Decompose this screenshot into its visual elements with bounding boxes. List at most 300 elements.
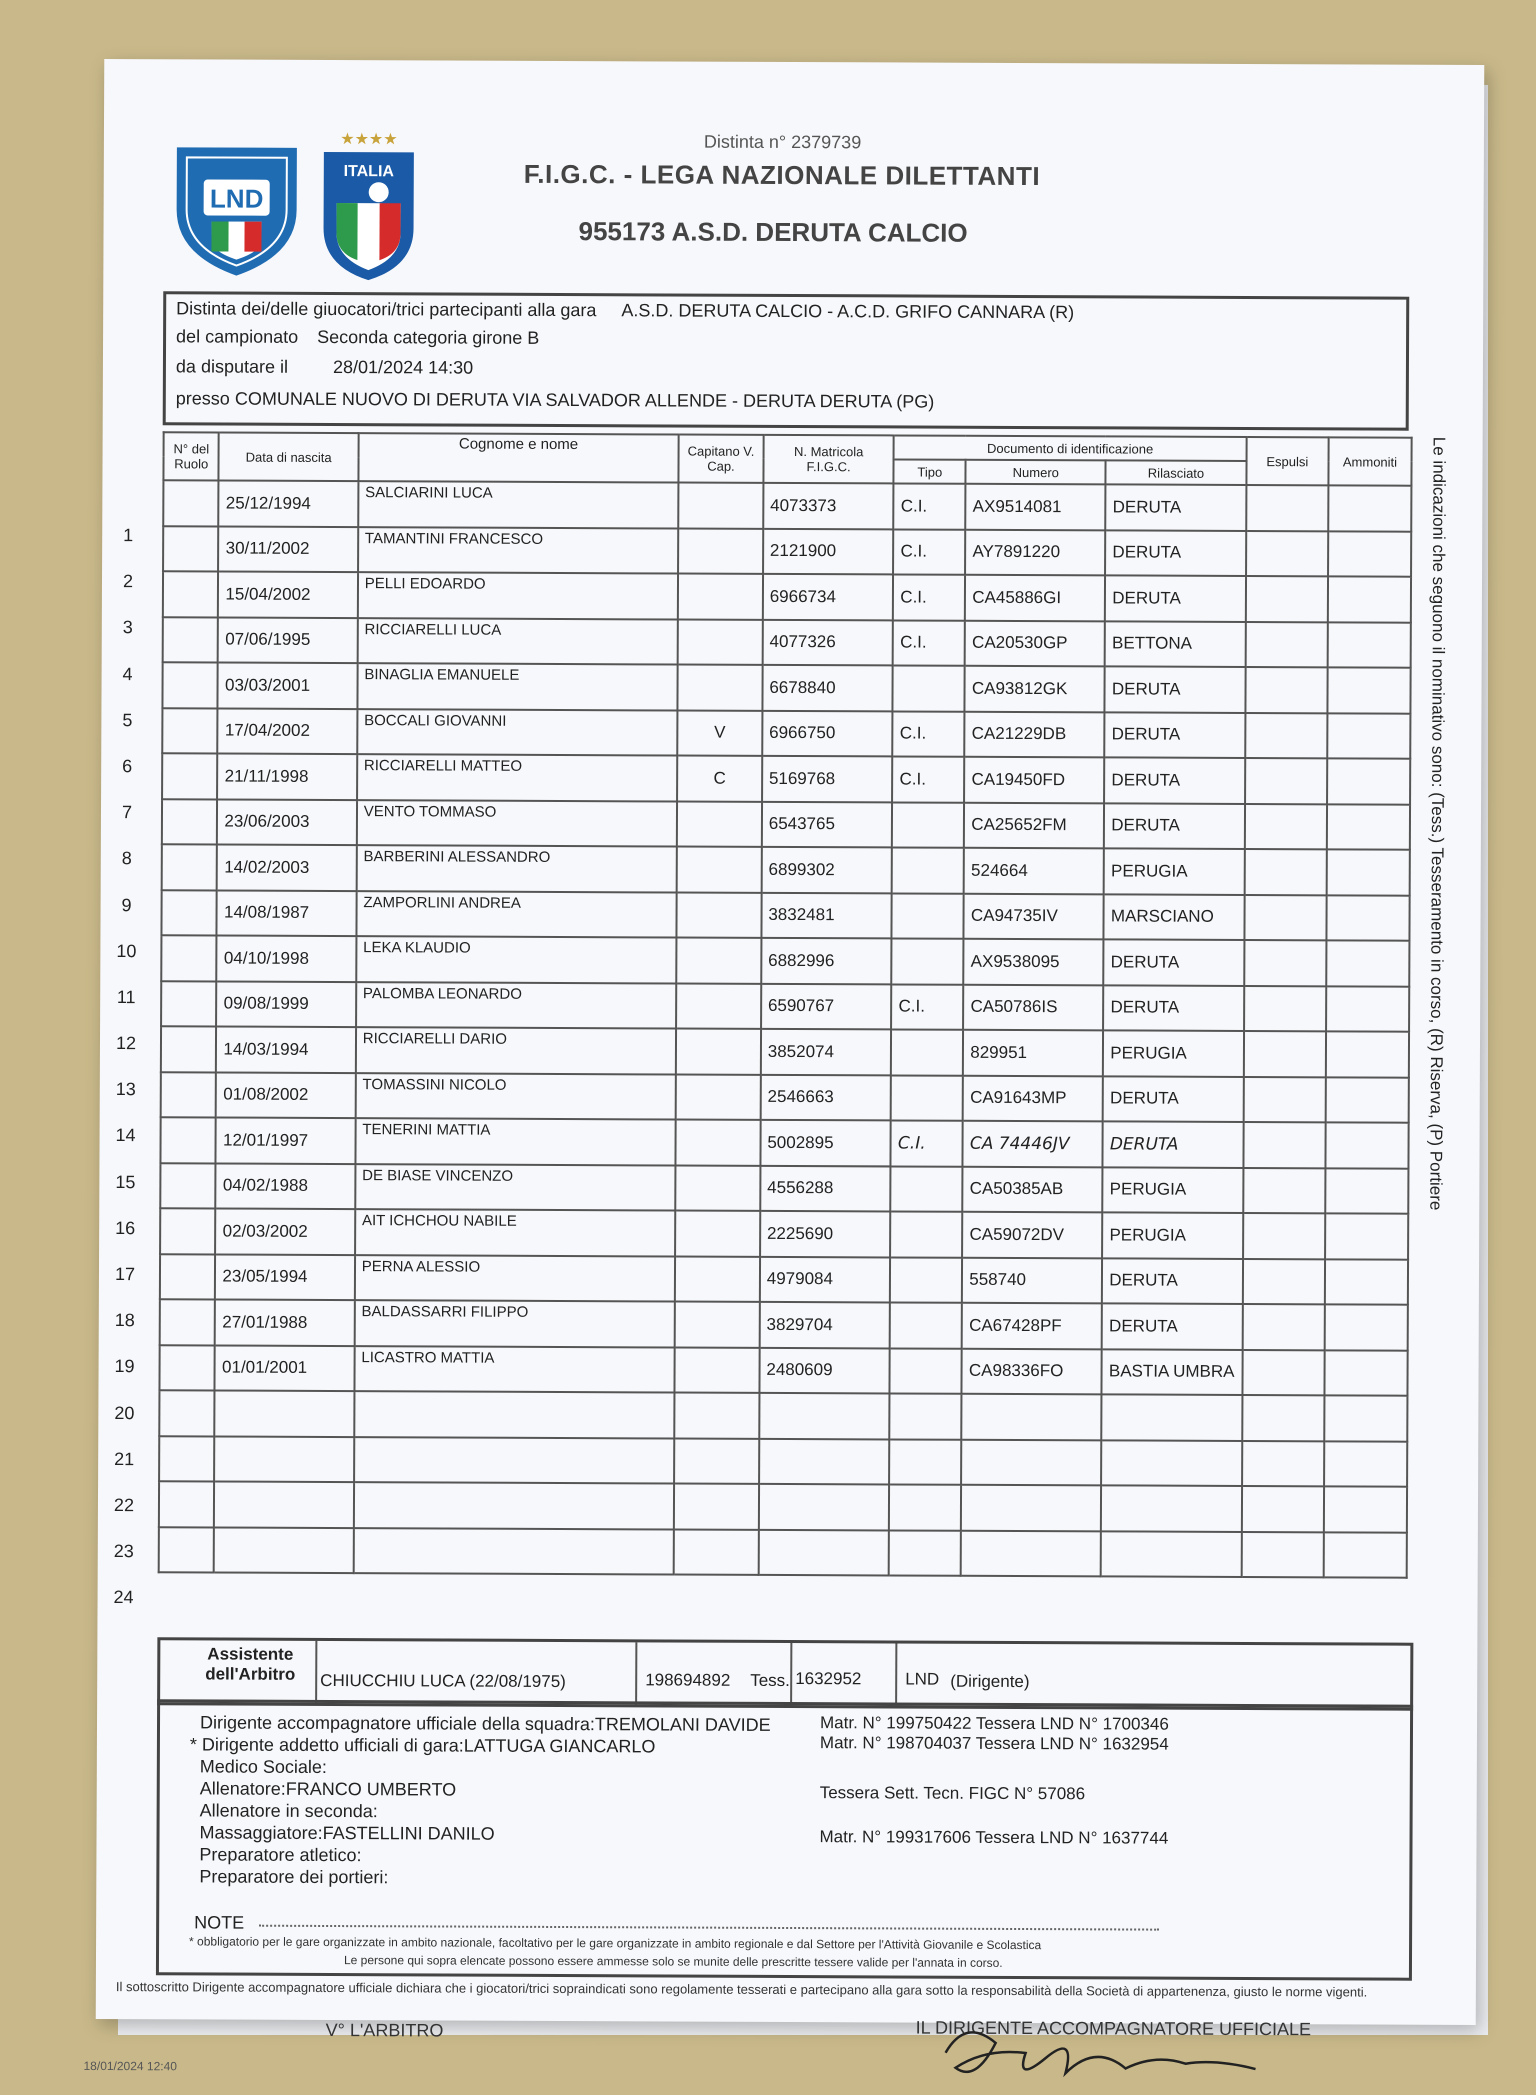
staff-r2: Matr. N° 198704037 Tessera LND N° 1632954 bbox=[819, 1733, 1169, 1754]
cell-ruolo bbox=[160, 1254, 216, 1300]
cell-data-nascita: 15/04/2002 bbox=[218, 572, 357, 618]
cell-cognome-nome: DE BIASE VINCENZO bbox=[355, 1164, 676, 1211]
cell-capitano bbox=[676, 938, 761, 984]
row-number-column bbox=[93, 512, 158, 1621]
cell-numero: CA20530GP bbox=[965, 620, 1105, 666]
cell-rilasciato: DERUTA bbox=[1104, 757, 1245, 803]
cell-espulsi bbox=[1246, 530, 1328, 576]
cell-tipo bbox=[889, 1439, 961, 1485]
cell-tipo bbox=[890, 1257, 962, 1303]
table-row bbox=[159, 1345, 1407, 1396]
cell-cognome-nome: PERNA ALESSIO bbox=[355, 1255, 676, 1302]
cell-ammoniti bbox=[1326, 986, 1409, 1032]
cell-ammoniti bbox=[1328, 576, 1411, 622]
cell-tipo bbox=[891, 1029, 963, 1075]
cell-tipo bbox=[890, 1348, 962, 1394]
assistente-nome: CHIUCCHIU LUCA (22/08/1975) bbox=[320, 1670, 566, 1692]
cell-ruolo bbox=[163, 617, 219, 663]
cell-espulsi bbox=[1242, 1395, 1324, 1441]
cell-matricola bbox=[759, 1484, 890, 1530]
cell-data-nascita: 04/10/1998 bbox=[217, 935, 356, 981]
cell-cognome-nome: LEKA KLAUDIO bbox=[356, 936, 677, 983]
cell-ruolo bbox=[160, 1208, 216, 1254]
cell-capitano bbox=[675, 1211, 760, 1257]
gara-value: A.S.D. DERUTA CALCIO - A.C.D. GRIFO CANNARA (R) bbox=[621, 300, 1075, 323]
data-line bbox=[176, 356, 473, 378]
side-note-container bbox=[1415, 437, 1460, 1637]
cell-numero: CA98336FO bbox=[962, 1348, 1102, 1394]
cell-cognome-nome: RICCIARELLI DARIO bbox=[356, 1027, 677, 1074]
cell-tipo bbox=[890, 1211, 962, 1257]
cell-espulsi bbox=[1242, 1486, 1324, 1532]
table-row bbox=[161, 981, 1409, 1032]
staff-allenatore: Allenatore:FRANCO UMBERTO bbox=[199, 1778, 457, 1800]
cell-ammoniti bbox=[1325, 1122, 1408, 1168]
cell-tipo bbox=[893, 665, 965, 711]
cell-ammoniti bbox=[1327, 849, 1410, 895]
header-data-nascita: Data di nascita bbox=[219, 433, 358, 482]
table-row bbox=[161, 890, 1409, 941]
cell-espulsi bbox=[1245, 667, 1327, 713]
cell-ammoniti bbox=[1327, 713, 1410, 759]
cell-capitano bbox=[677, 847, 762, 893]
cell-ammoniti bbox=[1325, 1213, 1408, 1259]
club-title: 955173 A.S.D. DERUTA CALCIO bbox=[578, 216, 968, 248]
cell-data-nascita: 23/05/1994 bbox=[215, 1254, 354, 1300]
table-row bbox=[162, 844, 1410, 895]
cell-cognome-nome: VENTO TOMMASO bbox=[357, 800, 678, 847]
cell-tipo: C.I. bbox=[893, 529, 965, 575]
cell-data-nascita: 25/12/1994 bbox=[219, 481, 358, 527]
cell-matricola: 6899302 bbox=[761, 847, 892, 893]
row-number: 12 bbox=[115, 1033, 137, 1054]
cell-tipo: C.I. bbox=[892, 756, 964, 802]
cell-cognome-nome: BALDASSARRI FILIPPO bbox=[354, 1300, 675, 1347]
cell-data-nascita: 14/03/1994 bbox=[216, 1026, 355, 1072]
cell-data-nascita: 12/01/1997 bbox=[216, 1117, 355, 1163]
cell-numero: AX9538095 bbox=[964, 939, 1104, 985]
cell-ruolo bbox=[161, 981, 217, 1027]
campionato-label: del campionato bbox=[176, 326, 299, 347]
cell-numero: CA25652FM bbox=[964, 802, 1104, 848]
cell-matricola: 2225690 bbox=[760, 1211, 891, 1257]
cell-tipo: C.I. bbox=[894, 483, 966, 529]
row-number: 20 bbox=[114, 1402, 135, 1423]
cell-numero: CA94735IV bbox=[964, 893, 1104, 939]
staff-allenatore2: Allenatore in seconda: bbox=[199, 1800, 378, 1822]
row-number: 8 bbox=[121, 848, 132, 869]
cell-matricola: 6882996 bbox=[761, 938, 892, 984]
cell-tipo: C.I. bbox=[893, 620, 965, 666]
row-number: 19 bbox=[114, 1356, 135, 1377]
cell-rilasciato: DERUTA bbox=[1103, 985, 1244, 1031]
header-tipo: Tipo bbox=[894, 459, 966, 483]
cell-ammoniti bbox=[1325, 1168, 1408, 1214]
cell-rilasciato bbox=[1102, 1394, 1243, 1440]
cell-numero bbox=[962, 1394, 1102, 1440]
header-espulsi: Espulsi bbox=[1246, 437, 1328, 485]
staff-preparatore: Preparatore atletico: bbox=[199, 1844, 362, 1866]
row-number: 23 bbox=[113, 1541, 134, 1562]
cell-ammoniti bbox=[1327, 758, 1410, 804]
cell-tipo bbox=[889, 1530, 961, 1576]
cell-cognome-nome: SALCIARINI LUCA bbox=[358, 481, 679, 528]
lnd-logo-text: LND bbox=[209, 183, 264, 214]
cell-ammoniti bbox=[1326, 895, 1409, 941]
cell-numero bbox=[961, 1439, 1101, 1485]
data-label: da disputare il bbox=[175, 356, 289, 377]
assistente-rilasciato: LND bbox=[905, 1669, 940, 1689]
cell-espulsi bbox=[1243, 1167, 1325, 1213]
row-number: 6 bbox=[122, 756, 133, 777]
cell-tipo: C.I. bbox=[893, 574, 965, 620]
cell-matricola: 5002895 bbox=[760, 1120, 891, 1166]
cell-matricola: 4077326 bbox=[762, 619, 893, 665]
cell-cognome-nome: PELLI EDOARDO bbox=[358, 572, 679, 619]
staff-massaggiatore: Massaggiatore:FASTELLINI DANILO bbox=[199, 1822, 495, 1844]
header-matricola: N. Matricola F.I.G.C. bbox=[763, 435, 894, 484]
cell-rilasciato: PERUGIA bbox=[1103, 1167, 1244, 1213]
cell-espulsi bbox=[1244, 985, 1326, 1031]
row-number: 18 bbox=[114, 1310, 135, 1331]
cell-cognome-nome bbox=[353, 1528, 674, 1575]
cell-numero: CA19450FD bbox=[964, 757, 1104, 803]
cell-ammoniti bbox=[1328, 485, 1411, 531]
cell-espulsi bbox=[1241, 1531, 1323, 1577]
cell-espulsi bbox=[1244, 894, 1326, 940]
assistente-matricola: 198694892 bbox=[645, 1670, 731, 1690]
header-capitano: Capitano V. Cap. bbox=[679, 435, 764, 483]
cell-data-nascita: 14/02/2003 bbox=[217, 844, 356, 890]
cell-data-nascita: 30/11/2002 bbox=[219, 526, 358, 572]
cell-numero: CA59072DV bbox=[962, 1212, 1102, 1258]
cell-matricola bbox=[759, 1393, 890, 1439]
cell-cognome-nome bbox=[354, 1391, 675, 1438]
note-label: NOTE bbox=[194, 1912, 245, 1933]
figc-italia-logo-icon bbox=[318, 128, 419, 283]
cell-data-nascita: 21/11/1998 bbox=[218, 754, 357, 800]
cell-rilasciato bbox=[1101, 1440, 1242, 1486]
cell-capitano bbox=[675, 1256, 760, 1302]
cell-rilasciato: DERUTA bbox=[1105, 530, 1246, 576]
cell-capitano bbox=[678, 528, 763, 574]
cell-espulsi bbox=[1245, 758, 1327, 804]
table-row bbox=[162, 662, 1410, 713]
cell-ammoniti bbox=[1324, 1395, 1407, 1441]
table-row bbox=[159, 1481, 1407, 1532]
cell-matricola: 4073373 bbox=[763, 483, 894, 529]
cell-ruolo bbox=[159, 1481, 215, 1527]
assistente-divider bbox=[315, 1641, 317, 1703]
table-row bbox=[163, 571, 1411, 622]
cell-espulsi bbox=[1244, 849, 1326, 895]
cell-rilasciato: PERUGIA bbox=[1103, 1030, 1244, 1076]
cell-data-nascita bbox=[214, 1527, 353, 1573]
row-number: 21 bbox=[114, 1448, 135, 1469]
cell-ammoniti bbox=[1328, 622, 1411, 668]
signature-icon bbox=[925, 2013, 1305, 2095]
cell-ruolo bbox=[162, 799, 218, 845]
cell-cognome-nome: BARBERINI ALESSANDRO bbox=[356, 845, 677, 892]
cell-tipo: C.I. bbox=[891, 1120, 963, 1166]
cell-rilasciato: DERUTA bbox=[1105, 666, 1246, 712]
cell-numero: CA21229DB bbox=[965, 711, 1105, 757]
cell-data-nascita bbox=[215, 1390, 354, 1436]
cell-data-nascita: 03/03/2001 bbox=[218, 663, 357, 709]
cell-data-nascita bbox=[214, 1481, 353, 1527]
dirigente-label: IL DIRIGENTE ACCOMPAGNATORE UFFICIALE bbox=[915, 2017, 1312, 2040]
cell-capitano bbox=[678, 619, 763, 665]
cell-rilasciato: MARSCIANO bbox=[1104, 894, 1245, 940]
cell-matricola: 4556288 bbox=[760, 1165, 891, 1211]
data-value: 28/01/2024 14:30 bbox=[332, 356, 474, 378]
cell-numero bbox=[961, 1485, 1101, 1531]
cell-ruolo bbox=[163, 571, 219, 617]
cell-data-nascita: 01/08/2002 bbox=[216, 1072, 355, 1118]
cell-capitano bbox=[675, 1302, 760, 1348]
assistente-label: Assistente dell'Arbitro bbox=[205, 1644, 296, 1684]
table-row bbox=[160, 1254, 1408, 1305]
cell-espulsi bbox=[1243, 1122, 1325, 1168]
assistente-tipo: Tess. bbox=[750, 1670, 790, 1691]
cell-ruolo bbox=[160, 1163, 216, 1209]
cell-capitano bbox=[678, 665, 763, 711]
header-rilasciato: Rilasciato bbox=[1106, 460, 1247, 485]
cell-matricola: 4979084 bbox=[760, 1256, 891, 1302]
table-row bbox=[160, 1208, 1408, 1259]
cell-rilasciato: PERUGIA bbox=[1102, 1212, 1243, 1258]
cell-numero: AY7891220 bbox=[965, 529, 1105, 575]
row-number: 2 bbox=[122, 571, 134, 592]
cell-capitano bbox=[674, 1483, 759, 1529]
cell-tipo: C.I. bbox=[893, 711, 965, 757]
cell-espulsi bbox=[1242, 1304, 1324, 1350]
table-row bbox=[159, 1390, 1407, 1441]
table-row bbox=[160, 1117, 1408, 1168]
cell-ruolo bbox=[159, 1436, 215, 1482]
cell-espulsi bbox=[1246, 485, 1328, 531]
cell-data-nascita bbox=[215, 1436, 354, 1482]
cell-matricola: 2121900 bbox=[763, 528, 894, 574]
match-info-box bbox=[163, 291, 1410, 430]
cell-espulsi bbox=[1246, 576, 1328, 622]
cell-espulsi bbox=[1243, 1076, 1325, 1122]
cell-tipo bbox=[889, 1484, 961, 1530]
cell-ruolo bbox=[161, 935, 217, 981]
cell-capitano: C bbox=[677, 756, 762, 802]
cell-ammoniti bbox=[1327, 804, 1410, 850]
cell-rilasciato: DERUTA bbox=[1104, 803, 1245, 849]
cell-matricola: 6966734 bbox=[763, 574, 894, 620]
cell-ruolo bbox=[163, 480, 219, 526]
cell-matricola bbox=[759, 1438, 890, 1484]
cell-cognome-nome: PALOMBA LEONARDO bbox=[356, 982, 677, 1029]
cell-matricola: 6543765 bbox=[762, 801, 893, 847]
cell-data-nascita: 27/01/1988 bbox=[215, 1299, 354, 1345]
assistente-divider-2 bbox=[635, 1642, 637, 1704]
cell-rilasciato: BETTONA bbox=[1105, 621, 1246, 667]
cell-ruolo bbox=[161, 890, 217, 936]
cell-espulsi bbox=[1245, 803, 1327, 849]
assistente-divider-4 bbox=[895, 1643, 897, 1705]
cell-numero bbox=[961, 1530, 1101, 1576]
cell-cognome-nome: RICCIARELLI LUCA bbox=[357, 618, 678, 665]
cell-data-nascita: 04/02/1988 bbox=[216, 1163, 355, 1209]
cell-numero: 558740 bbox=[962, 1257, 1102, 1303]
cell-rilasciato bbox=[1101, 1485, 1242, 1531]
table-row bbox=[160, 1163, 1408, 1214]
cell-rilasciato: DERUTA bbox=[1103, 1121, 1244, 1167]
cell-tipo bbox=[892, 893, 964, 939]
cell-numero: CA 74446JV bbox=[963, 1121, 1103, 1167]
cell-cognome-nome bbox=[354, 1482, 675, 1529]
cell-ammoniti bbox=[1326, 1077, 1409, 1123]
cell-rilasciato: DERUTA bbox=[1103, 1076, 1244, 1122]
row-number: 9 bbox=[121, 894, 132, 915]
cell-rilasciato: PERUGIA bbox=[1104, 848, 1245, 894]
row-number: 1 bbox=[123, 525, 134, 546]
cell-tipo bbox=[891, 1075, 963, 1121]
row-number: 5 bbox=[122, 709, 133, 730]
distinta-number: Distinta n° 2379739 bbox=[703, 131, 862, 153]
cell-ruolo bbox=[163, 526, 219, 572]
cell-ruolo bbox=[159, 1527, 215, 1573]
campionato-line bbox=[176, 326, 539, 349]
cell-matricola: 2546663 bbox=[760, 1074, 891, 1120]
row-number: 10 bbox=[116, 940, 137, 961]
cell-matricola: 3829704 bbox=[759, 1302, 890, 1348]
cell-ammoniti bbox=[1324, 1441, 1407, 1487]
note-asterisk: * obbligatorio per le gare organizzate in ambito nazionale, facoltativo per le gare organizzate in ambito regionale e dal Settore per l'Attività Giovanile e Scolastica bbox=[189, 1934, 1042, 1953]
row-number: 16 bbox=[115, 1217, 136, 1238]
cell-data-nascita: 01/01/2001 bbox=[215, 1345, 354, 1391]
cell-rilasciato: DERUTA bbox=[1102, 1303, 1243, 1349]
staff-r3: Tessera Sett. Tecn. FIGC N° 57086 bbox=[819, 1783, 1086, 1804]
cell-ammoniti bbox=[1324, 1350, 1407, 1396]
cell-tipo bbox=[891, 1166, 963, 1212]
table-row bbox=[159, 1436, 1407, 1487]
cell-rilasciato: BASTIA UMBRA bbox=[1102, 1349, 1243, 1395]
cell-tipo bbox=[890, 1302, 962, 1348]
cell-cognome-nome: RICCIARELLI MATTEO bbox=[357, 754, 678, 801]
cell-rilasciato: DERUTA bbox=[1106, 484, 1247, 530]
cell-espulsi bbox=[1245, 712, 1327, 758]
cell-espulsi bbox=[1244, 1031, 1326, 1077]
table-row bbox=[162, 753, 1410, 804]
table-row bbox=[161, 1072, 1409, 1123]
svg-text:★★★★: ★★★★ bbox=[340, 129, 398, 149]
note-dotted-line bbox=[259, 1925, 1159, 1931]
cell-matricola: 6966750 bbox=[762, 710, 893, 756]
row-number: 22 bbox=[113, 1494, 135, 1516]
cell-ammoniti bbox=[1326, 1031, 1409, 1077]
cell-numero: AX9514081 bbox=[966, 484, 1106, 530]
row-number: 4 bbox=[122, 663, 133, 684]
side-note: Le indicazioni che seguono il nominativo sono: (Tess.) Tesseramento in corso, (R) Riserva, (P) Portiere bbox=[1426, 436, 1449, 1211]
cell-capitano bbox=[676, 1120, 761, 1166]
header-numero: Numero bbox=[966, 460, 1106, 485]
cell-rilasciato: DERUTA bbox=[1104, 939, 1245, 985]
presso-label: presso bbox=[175, 388, 230, 409]
cell-cognome-nome: BINAGLIA EMANUELE bbox=[357, 663, 678, 710]
cell-matricola: 5169768 bbox=[762, 756, 893, 802]
cell-ammoniti bbox=[1325, 1304, 1408, 1350]
cell-ammoniti bbox=[1328, 531, 1411, 577]
cell-matricola: 2480609 bbox=[759, 1347, 890, 1393]
staff-medico: Medico Sociale: bbox=[199, 1756, 327, 1777]
cell-capitano bbox=[677, 801, 762, 847]
assistente-numero: 1632952 bbox=[795, 1669, 862, 1689]
cell-rilasciato bbox=[1101, 1531, 1242, 1577]
row-number: 14 bbox=[115, 1125, 136, 1146]
cell-capitano bbox=[675, 1347, 760, 1393]
staff-addetto: * Dirigente addetto ufficiali di gara:LATTUGA GIANCARLO bbox=[189, 1734, 656, 1757]
cell-data-nascita: 23/06/2003 bbox=[217, 799, 356, 845]
row-number: 24 bbox=[113, 1587, 134, 1608]
table-row bbox=[162, 708, 1410, 759]
cell-data-nascita: 02/03/2002 bbox=[216, 1208, 355, 1254]
assistente-divider-3 bbox=[790, 1643, 792, 1705]
cell-capitano bbox=[674, 1392, 759, 1438]
cell-matricola: 6678840 bbox=[762, 665, 893, 711]
cell-matricola bbox=[758, 1529, 889, 1575]
cell-capitano bbox=[674, 1438, 759, 1484]
cell-capitano bbox=[674, 1529, 759, 1575]
gara-label: Distinta dei/delle giuocatori/trici partecipanti alla gara bbox=[176, 298, 597, 321]
staff-box bbox=[156, 1699, 1413, 1980]
row-number: 7 bbox=[121, 802, 133, 823]
cell-numero: CA67428PF bbox=[962, 1303, 1102, 1349]
cell-data-nascita: 07/06/1995 bbox=[218, 617, 357, 663]
cell-ammoniti bbox=[1324, 1486, 1407, 1532]
header-cognome-nome: Cognome e nome bbox=[358, 433, 679, 482]
cell-matricola: 6590767 bbox=[761, 983, 892, 1029]
header-documento: Documento di identificazione bbox=[894, 435, 1246, 461]
presso-value: COMUNALE NUOVO DI DERUTA VIA SALVADOR ALLENDE - DERUTA DERUTA (PG) bbox=[234, 388, 935, 412]
table-row bbox=[159, 1527, 1407, 1578]
note-persone: Le persone qui sopra elencate possono essere ammesse solo se munite delle prescritte tessere valide per l'annata in corso. bbox=[343, 1953, 1003, 1970]
cell-data-nascita: 17/04/2002 bbox=[218, 708, 357, 754]
cell-capitano: V bbox=[677, 710, 762, 756]
gara-line bbox=[176, 298, 1074, 323]
cell-ruolo bbox=[159, 1345, 215, 1391]
table-row bbox=[163, 617, 1411, 668]
cell-cognome-nome: LICASTRO MATTIA bbox=[354, 1346, 675, 1393]
italia-logo-text: ITALIA bbox=[343, 163, 395, 181]
table-row bbox=[160, 1299, 1408, 1350]
row-number: 17 bbox=[114, 1264, 136, 1285]
cell-ammoniti bbox=[1326, 940, 1409, 986]
table-row bbox=[162, 799, 1410, 850]
document-sheet bbox=[83, 59, 1485, 2074]
cell-tipo bbox=[892, 938, 964, 984]
cell-numero: CA50385AB bbox=[963, 1166, 1103, 1212]
cell-espulsi bbox=[1242, 1440, 1324, 1486]
cell-numero: CA91643MP bbox=[963, 1075, 1103, 1121]
cell-matricola: 3852074 bbox=[761, 1029, 892, 1075]
cell-numero: 524664 bbox=[964, 848, 1104, 894]
lnd-logo-icon bbox=[171, 139, 302, 280]
cell-capitano bbox=[677, 892, 762, 938]
table-row bbox=[163, 480, 1411, 531]
row-number: 3 bbox=[122, 617, 133, 638]
cell-cognome-nome: AIT ICHCHOU NABILE bbox=[355, 1209, 676, 1256]
federation-title: F.I.G.C. - LEGA NAZIONALE DILETTANTI bbox=[523, 158, 1041, 192]
cell-ruolo bbox=[161, 1026, 217, 1072]
cell-cognome-nome: TOMASSINI NICOLO bbox=[355, 1073, 676, 1120]
table-row bbox=[161, 935, 1409, 986]
arbitro-label: V° L'ARBITRO bbox=[325, 2019, 444, 2041]
